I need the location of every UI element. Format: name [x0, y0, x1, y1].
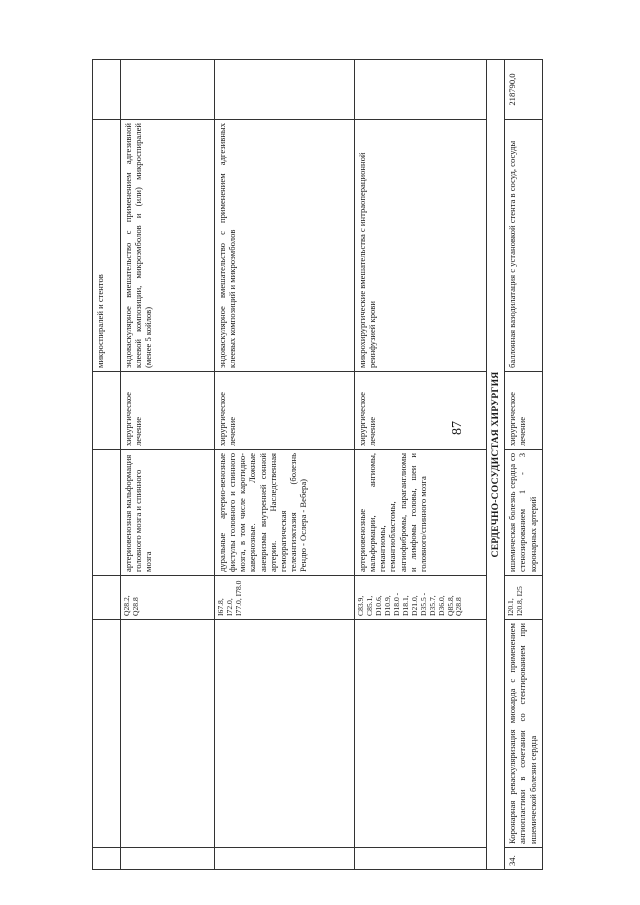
cell-model: артериовенозные мальформации, ангиомы, гемангиомы, гемангиобластомы, ангиофибромы, параганглиомы и лимфомы головы, шеи и головного/спинного мозга [355, 450, 487, 576]
cell-method: эндоваскулярное вмешательство с применением адгезивных клеевых композиций и микроэмболов [215, 120, 355, 372]
cell-method: эндоваскулярное вмешательство с применением адгезивной клеевой композиции, микроэмболов и (или) микроспиралей (менее 5 койлов) [121, 120, 215, 372]
table-row [121, 60, 215, 870]
cell-method: микроспиралей и стентов [93, 120, 121, 372]
table-row [93, 60, 121, 870]
cell-cost [121, 60, 215, 120]
cell-treatment-type: хирургическое лечение [121, 372, 215, 450]
cell-model [93, 450, 121, 576]
cell-codes [93, 576, 121, 620]
cell-codes: I67.8, I72.0, I77.0, I78.0 [215, 576, 355, 620]
cell-number [355, 848, 487, 870]
cell-cost [355, 60, 487, 120]
cell-name: Коронарная реваскуляризация миокарда с применением ангиопластики в сочетании со стентированием при ишемической болезни сердца [505, 620, 543, 848]
section-title: СЕРДЕЧНО-СОСУДИСТАЯ ХИРУРГИЯ [487, 60, 505, 870]
cell-treatment-type: хирургическое лечение [215, 372, 355, 450]
cell-model: артериовенозная мальформация головного мозга и спинного мозга [121, 450, 215, 576]
cell-method: микрохирургические вмешательства с интраоперационной реинфузией крови [355, 120, 487, 372]
cell-cost [93, 60, 121, 120]
cell-name [215, 620, 355, 848]
cell-treatment-type: хирургическое лечение [505, 372, 543, 450]
cell-name [93, 620, 121, 848]
cell-codes: C83.9, C85.1, D10.6, D10.9, D18.0 - D18.1, D21.0, D35.5 - D35.7, D36.0, Q85.8, Q28.8 [355, 576, 487, 620]
table-row [505, 60, 543, 870]
cell-number [215, 848, 355, 870]
cell-codes: I20.1, I20.8, I25 [505, 576, 543, 620]
cell-name [121, 620, 215, 848]
cell-name [355, 620, 487, 848]
cell-number [93, 848, 121, 870]
cell-model: дуральные артерио-венозные фистулы головного и спинного мозга, в том числе каротидно-кавернозные. Ложные аневризмы внутренней сонной артерии. Наследственная геморрагическая телеангиэктазия (болезнь Рендю - Ослера - Вебера) [215, 450, 355, 576]
cell-model: ишемическая болезнь сердца со стенозированием 1 - 3 коронарных артерий [505, 450, 543, 576]
cell-number: 34. [505, 848, 543, 870]
cell-cost: 218790,0 [505, 60, 543, 120]
section-header-row [487, 60, 505, 870]
medical-care-table [92, 59, 543, 870]
table-row [355, 60, 487, 870]
rotated-table-container [92, 60, 544, 870]
cell-method: баллонная вазодилатация с установкой стента в сосуд, сосуды [505, 120, 543, 372]
cell-treatment-type: хирургическое лечение [355, 372, 487, 450]
table-row [215, 60, 355, 870]
page-number: 87 [450, 421, 465, 435]
cell-cost [215, 60, 355, 120]
cell-codes: Q28.2, Q28.8 [121, 576, 215, 620]
cell-treatment-type [93, 372, 121, 450]
cell-number [121, 848, 215, 870]
